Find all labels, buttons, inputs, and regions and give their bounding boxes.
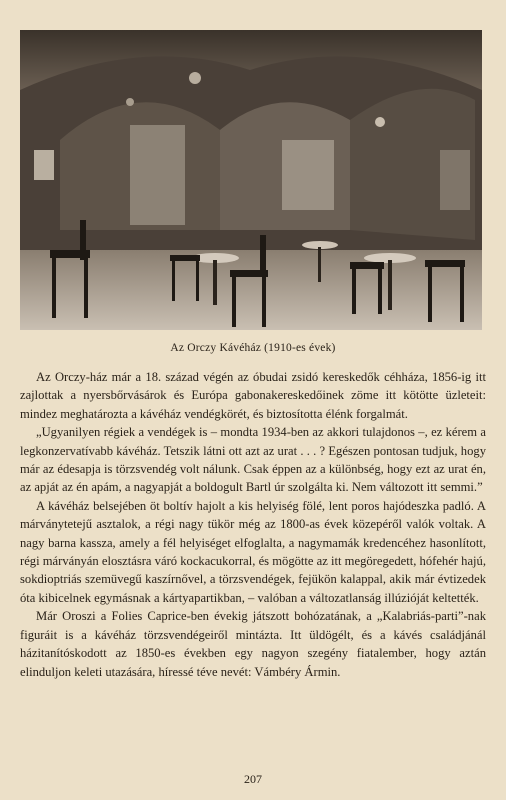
paragraph: Már Oroszi a Folies Caprice-ben évekig játszott bohózatának, a „Kalabriás-parti”-nak figuráit is a kávéház törzsvendégeiről mintázta. Itt üldögélt, és a kávés családjánál házitanítóskodott az 1850-es években egy nagyon szegény fiatalember, hogy aztán elinduljon keleti utazására, híressé téve nevét: Vámbéry Ármin. xyxy=(20,609,486,679)
page-number: 207 xyxy=(244,772,262,786)
paragraph: A kávéház belsejében öt boltív hajolt a kis helyiség fölé, lent poros hajódeszka padló. A márványtetejű asztalok, a régi nagy tükör még az 1800-as évek közepéről valók voltak. A nagy barna kassza, amely a fél helyiséget elfoglalta, a nagymamák kredencéhez hasonlított, régi márványán elosztásra váró kockacukorral, és mögötte az itt megöregedett, hófehér hajú, sokdioptriás szemüvegű kaszírnővel, a törzsvendégek, fejükön kalappal, akik már évtizedek óta kibicelnek egymásnak a kártyapartikban, – valóban a változatlanság illúzióját keltették. xyxy=(20,498,486,605)
paragraph: Az Orczy-ház már a 18. század végén az óbudai zsidó kereskedők céhháza, 1856-ig itt zajlottak a nyersbőrvásárok és Európa gabonakereskedőinek zöme itt kötötte üzleteit: mindez meghatározta a kávéház vendégkörét, és biztosította élénk forgalmát. xyxy=(20,370,486,421)
paragraph: „Ugyanilyen régiek a vendégek is – mondta 1934-ben az akkori tulajdonos –, ez kérem a legkonzervatívabb kávéház. Tetszik látni ott azt az urat . . . ? Egészen pontosan tudjuk, hogy már az édesapja is törzsvendég volt nálunk. Csak éppen az a különbség, hogy ezt az urat én, az apját az én apám, a nagyapját a boldogult Bartl úr szolgálta ki. Nem változott itt semmi.” xyxy=(20,425,486,495)
photo-caption: Az Orczy Kávéház (1910-es évek) xyxy=(170,342,336,354)
cafe-photo-illustration xyxy=(20,30,482,330)
body-text xyxy=(20,368,486,681)
cafe-interior-photo xyxy=(20,30,482,330)
